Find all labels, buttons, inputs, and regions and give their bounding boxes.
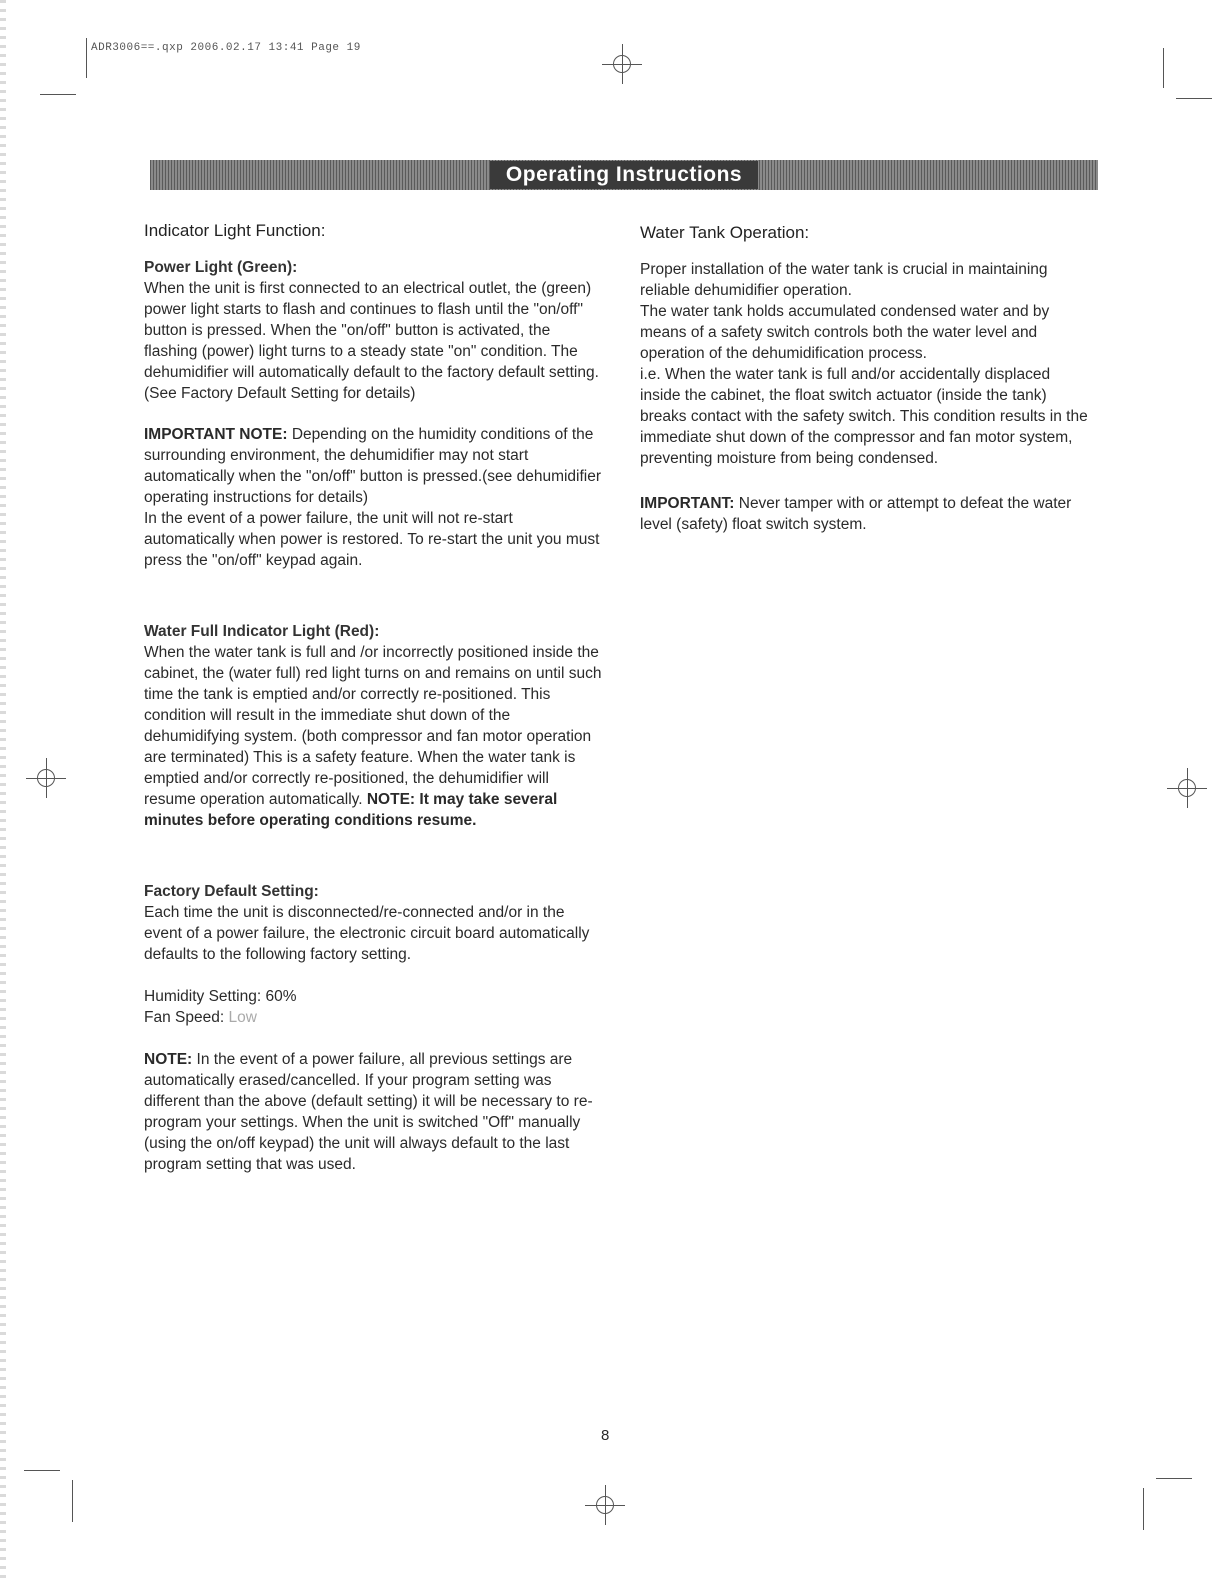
factory-note-text: In the event of a power failure, all previous settings are automatically erased/cancelled. If your program setting was different than the above (default setting) it will be necessary to re-program your settings. When the unit is switched "Off" manually (using the on/off keypad) the unit will always default to the last program setting that was used. [144, 1051, 593, 1173]
water-tank-text-2: The water tank holds accumulated condensed water and by means of a safety switch controls both the water level and operation of the dehumidification process. [640, 303, 1050, 362]
registration-mark [26, 758, 66, 798]
water-tank-text-1: Proper installation of the water tank is crucial in maintaining reliable dehumidifier operation. [640, 261, 1048, 299]
crop-mark [1156, 1478, 1192, 1479]
water-full-title: Water Full Indicator Light (Red): [144, 623, 380, 640]
water-full-paragraph [144, 642, 604, 831]
registration-mark [1167, 768, 1207, 808]
print-slug: ADR3006==.qxp 2006.02.17 13:41 Page 19 [91, 42, 361, 54]
power-failure-text: In the event of a power failure, the unit will not re-start automatically when power is restored. To re-start the unit you must press the "on/off" keypad again. [144, 510, 600, 569]
banner-title: Operating Instructions [490, 161, 758, 189]
important-note-label: IMPORTANT NOTE: [144, 426, 288, 443]
water-full-text: When the water tank is full and /or incorrectly positioned inside the cabinet, the (water full) red light turns on and remains on until such time the tank is emptied and/or correctly re-positioned. This condition will result in the immediate shut down of the dehumidifying system. (both compressor and fan motor operation are terminated) This is a safety feature. When the water tank is emptied and/or correctly re-positioned, the dehumidifier will resume operation automatically. [144, 644, 602, 808]
page-number: 8 [601, 1427, 610, 1444]
important-note-text: Depending on the humidity conditions of the surrounding environment, the dehumidifier may not start automatically when the "on/off" button is pressed.(see dehumidifier operating instructions for details) [144, 426, 602, 506]
water-full-note-text: It may take several minutes before operating conditions resume. [144, 791, 558, 829]
power-light-section [144, 257, 604, 404]
important-note-paragraph [144, 424, 604, 508]
crop-mark [1176, 98, 1212, 99]
crop-mark [72, 1480, 73, 1522]
power-light-text: When the unit is first connected to an electrical outlet, the (green) power light starts to flash and continues to flash until the "on/off" button is pressed. When the "on/off" button is activated, the flashing (power) light turns to a steady state "on" condition. The dehumidifier will automatically default to the factory default setting. (See Factory Default Setting for details) [144, 280, 599, 402]
important-note-section [144, 424, 604, 571]
water-full-note-label: NOTE: [366, 791, 416, 808]
water-tank-section [640, 259, 1090, 469]
crop-mark [40, 94, 76, 95]
registration-mark [602, 44, 642, 84]
humidity-setting: Humidity Setting: 60% [144, 988, 297, 1005]
water-tank-important-label: IMPORTANT: [640, 495, 735, 512]
factory-default-text: Each time the unit is disconnected/re-connected and/or in the event of a power failure, the electronic circuit board automatically defaults to the following factory setting. [144, 904, 590, 963]
right-column [640, 222, 1090, 535]
section-banner [150, 160, 1098, 190]
water-tank-important-text: Never tamper with or attempt to defeat the water level (safety) float switch system. [640, 495, 1072, 533]
crop-mark [1163, 48, 1164, 88]
crop-mark [1143, 1488, 1144, 1530]
water-tank-text-3: i.e. When the water tank is full and/or accidentally displaced inside the cabinet, the float switch actuator (inside the tank) breaks contact with the safety switch. This condition results in the immediate shut down of the compressor and fan motor system, preventing moisture from being condensed. [640, 366, 1088, 467]
crop-mark [86, 38, 87, 78]
indicator-light-heading: Indicator Light Function: [144, 221, 326, 240]
scan-edge [0, 0, 6, 1584]
factory-note-label: NOTE: [144, 1051, 193, 1068]
factory-default-section [144, 881, 604, 1175]
factory-default-title: Factory Default Setting: [144, 883, 319, 900]
factory-note-paragraph [144, 1049, 604, 1175]
fan-speed-value: Low [228, 1009, 257, 1026]
fan-speed-setting [144, 1007, 604, 1028]
water-full-section [144, 621, 604, 831]
water-tank-important [640, 493, 1090, 535]
crop-mark [24, 1470, 60, 1471]
left-column [144, 220, 604, 1195]
power-light-title: Power Light (Green): [144, 259, 298, 276]
fan-speed-label: Fan Speed: [144, 1009, 229, 1026]
water-tank-heading: Water Tank Operation: [640, 223, 810, 242]
registration-mark [585, 1485, 625, 1525]
